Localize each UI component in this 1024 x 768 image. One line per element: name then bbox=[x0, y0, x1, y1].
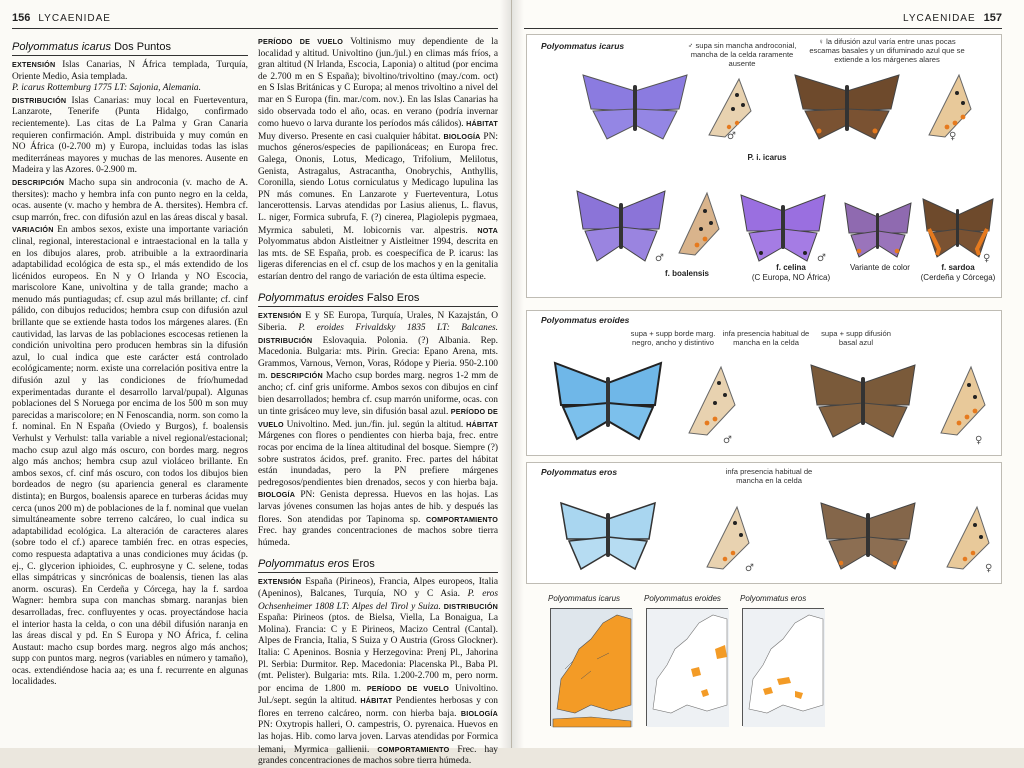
distribution-maps bbox=[526, 594, 1002, 734]
eroides-behaviour: Frec. hay grandes concentraciones de machos sobre tierra húmeda. bbox=[258, 526, 498, 548]
icarus-female-underside bbox=[919, 71, 975, 141]
eroides-female-underside bbox=[933, 363, 989, 439]
icarus-color-variant-female bbox=[841, 199, 915, 259]
eros-label-habitat: HÁBITAT bbox=[360, 696, 393, 706]
male-symbol-1: ♂ bbox=[727, 131, 736, 142]
species-title-eroides bbox=[258, 291, 498, 307]
icarus-latin-name: Polyommatus icarus bbox=[12, 41, 112, 53]
caption-boalensis bbox=[647, 269, 727, 279]
female-symbol-2: ♀ bbox=[983, 253, 991, 264]
right-head-rule bbox=[524, 28, 1002, 29]
note-eroides-b: infa presencia habitual de mancha en la celda bbox=[722, 329, 810, 347]
eros-flight: Univoltino. Jul./sept. según la altitud. bbox=[258, 683, 498, 707]
plate-icarus-label: Polyommatus icarus bbox=[541, 41, 625, 51]
female-symbol-3: ♀ bbox=[975, 435, 983, 446]
female-symbol-4: ♀ bbox=[985, 563, 993, 574]
eros-label-flight: PERÍODO DE VUELO bbox=[366, 683, 450, 693]
note-eros-a: infa presencia habitual de mancha en la celda bbox=[725, 467, 813, 485]
eroides-common-name: Falso Eros bbox=[366, 292, 420, 305]
label-biology: BIOLOGÍA bbox=[443, 131, 481, 141]
male-symbol-5: ♂ bbox=[745, 563, 754, 574]
eros-latin-name: Polyommatus eros bbox=[258, 558, 350, 571]
icarus-flight bbox=[258, 36, 498, 283]
eroides-distribution: Eslovaquia. Polonia. (?) Albania. Rep. Macedonia. Bulgaria: mts. Pirin. Grecia: Epano Arena, mts. Grammos, Varnous, Vernon, Voras, Ródope y Pieria. 950-2.100 m. bbox=[258, 335, 499, 382]
icarus-variation bbox=[12, 224, 248, 689]
right-page bbox=[512, 0, 1024, 748]
icarus-description bbox=[12, 177, 248, 224]
left-head-rule bbox=[12, 28, 498, 29]
left-page-number: 156 bbox=[12, 12, 31, 24]
form-boalensis: f. boalensis bbox=[664, 269, 709, 278]
icarus-boalensis-underside bbox=[671, 189, 723, 259]
eroides-label-description: DESCRIPCIÓN bbox=[270, 371, 323, 381]
eroides-extension: E y SE Europa, Turquía, Urales, N Kazajstán, O Siberia. bbox=[258, 311, 498, 334]
icarus-common-name: Dos Puntos bbox=[114, 41, 171, 53]
form-celina: f. celina bbox=[776, 263, 806, 272]
text-biology: PN: muchos géneros/especies de papilionáceas; en Europa frec. Galega, Ononis, Lotus, Medicago, Trifolium, Melilotus, Genista, Astragalus, Astracantha, Onobrychis, Anthyllis, Coronilla, siendo Lotus corniculatus y Medicago lupulina las PN más comunes. En Lanzarote y Fuerteventura, Lotus lancerottensis. Larvas atendidas por Lasius alienus, L. flavus, L. niger, Formica subrufa, F. (?) cinerea, Plagiolepis pygmaea, Myrmica sabuleti, M. lobicornis var. alpestris. bbox=[258, 131, 499, 236]
caption-celina bbox=[741, 263, 841, 283]
label-note: NOTA bbox=[477, 225, 498, 235]
note-eroides-a: supa + supp borde marg. negro, ancho y distintivo bbox=[630, 329, 716, 347]
eroides-female-upperside bbox=[805, 359, 921, 441]
eros-habitat: Pendientes herbosas y con flores en terreno calcáreo, norm. con hierba baja. bbox=[258, 696, 498, 719]
form-celina-sub: (C Europa, NO África) bbox=[751, 273, 831, 282]
map-icarus-graphic bbox=[551, 609, 633, 727]
eros-common-name: Eros bbox=[352, 558, 375, 571]
species-title-icarus bbox=[12, 40, 248, 56]
male-symbol-3: ♂ bbox=[817, 253, 826, 264]
map-eroides bbox=[646, 608, 728, 726]
right-family-name: LYCAENIDAE bbox=[903, 13, 976, 24]
form-sardoa: f. sardoa bbox=[941, 263, 975, 272]
eros-text bbox=[258, 576, 498, 768]
text-type: P. icarus Rottemburg 1775 LT: Sajonia, Alemania. bbox=[12, 83, 201, 94]
eros-biology: PN: Oxytropis halleri, O. campestris, O. pyrenaica. Huevos en las hojas. Hib. como larva joven. Larvas atendidas por Formica lemani, Myrmica gallienii. bbox=[258, 720, 498, 755]
caption-p-i-icarus bbox=[727, 153, 807, 163]
left-page bbox=[0, 0, 512, 767]
eroides-label-behaviour: COMPORTAMIENTO bbox=[425, 514, 498, 524]
map-eros-graphic bbox=[743, 609, 825, 727]
label-distribution: DISTRIBUCIÓN bbox=[12, 95, 67, 105]
note-eroides-c: supa + supp difusión basal azul bbox=[821, 329, 891, 347]
female-symbol-1: ♀ bbox=[949, 131, 957, 142]
icarus-celina-male bbox=[737, 189, 829, 265]
eros-behaviour: Frec. hay grandes concentraciones de machos sobre tierra húmeda. bbox=[258, 744, 498, 767]
left-column-1 bbox=[12, 38, 248, 689]
label-extension: EXTENSIÓN bbox=[12, 60, 56, 69]
left-running-head bbox=[12, 12, 111, 24]
eroides-male-underside bbox=[681, 363, 739, 439]
icarus-type bbox=[12, 83, 248, 95]
caption-color-variant: Variante de color bbox=[850, 263, 910, 272]
male-symbol-2: ♂ bbox=[655, 253, 664, 264]
eros-label-behaviour: COMPORTAMIENTO bbox=[377, 744, 450, 754]
right-running-head bbox=[903, 12, 1002, 24]
text-variation: En ambos sexos, existe una importante variación clinal, regional, interestacional e intraestacional en la talla y en los dibujos alares, prob. atribuible a la extraordinaria adaptabilidad ecológica de esta sp., el más extendido de los licénidos europeos. En N y O Irlanda y NO Escocia, mariscolore Kane, univoltina y de talla grande; macho a menudo más puntiagudas; cf. csup azul más brillante; cf. cinf pálido, con dibujos reducidos; hembra csup con difusión azul brillante que se extiende hasta todos los márgenes alares. (En cautividad, las larvas de las poblaciones escocesas retienen la condición univoltina pero producen hembras sin la difusión azul, lo cual indica que este carácter está controlado ecológicamente; norm. existe una correlación positiva entre la difusión azul y las condiciones de frío/humedad experimentadas durante el desarrollo larval/pupal). Algunas poblaciones del S Noruega por encima de los 500 m son muy parecidas a mariscolore; en N Fenoscandia, norm. son como la f. nominal. En N España (Oviedo y Burgos), f. boalensis Verhulst y Verhulst: talla variable a nivel regional/estacional; macho csup azul algo más oscuro, con bordes marg. negros algo más anchos; hembra csup azul violáceo brillante. En ambos sexos, cf. cinf más oscuro, con todos los dibujos bien bordeados de negro (su apariencia general es claramente distinta); en Burgos, boalensis aparece en turberas ácidas muy cerca (unos 200 m) de poblaciones de la f. nominal que vuelan simultáneamente sobre terreno calcáreo, lo cual indica su adaptabilidad ecológica. La alteración de caracteres alares (sobre todo el cf.) aparece también frec. en otras especies, como respuesta adaptativa a unas condiciones muy ácidas (p. ej., C. glycerion iphioides, C. euphrosyne y C. selene, todas ellas simpátricas y sincrónicas de boalensis, tienen las alas anorm. oscuras). En Cerdeña y Córcega, hay la f. sardoa Wagner: hembra supa con manchas sbmarg. naranjas bien desarrolladas, frec. confluyentes y ocas. proyectándose hacia el interior hasta la celda, o con una débil difusión naranja en las áreas discal y pd. En S Europa y NO África, f. celina Austaut: macho csup bordes marg. negros algo más anchos; supp con puntos marg. negros (variables en número y tamaño), ocas. extendiéndose hacia aa; es una f. recurrente en algunas localidades. bbox=[12, 225, 249, 688]
eroides-label-flight: PERÍODO DE VUELO bbox=[258, 407, 498, 429]
icarus-male-upperside bbox=[577, 69, 693, 143]
eros-extension: España (Pirineos), Francia, Alpes europeos, Italia (Apeninos), Balcanes, Turquía, NO y C Asia. bbox=[258, 577, 498, 599]
label-description: DESCRIPCIÓN bbox=[12, 177, 65, 187]
plate-icarus bbox=[526, 34, 1002, 298]
label-variation: VARIACIÓN bbox=[12, 225, 54, 235]
map-eros bbox=[742, 608, 824, 726]
eroides-text bbox=[258, 310, 498, 549]
icarus-distribution bbox=[12, 95, 248, 177]
map-title-eros: Polyommatus eros bbox=[740, 594, 807, 603]
eros-female-upperside bbox=[815, 497, 921, 573]
plate-eros-label: Polyommatus eros bbox=[541, 467, 618, 477]
form-icarus: P. i. icarus bbox=[747, 153, 787, 162]
map-title-eroides: Polyommatus eroides bbox=[644, 594, 721, 603]
right-page-number: 157 bbox=[983, 12, 1002, 24]
text-description: Macho supa sin androconia (v. macho de A. thersites): macho y hembra infa con punto negro en la celda, ocas. ausente (v. macho y hembra de A. thersites). Hembra cf. csup marrón, frec. con difusión azul en las áreas discal y basal. bbox=[12, 177, 248, 223]
eroides-male-upperside bbox=[549, 357, 667, 443]
left-column-2 bbox=[258, 36, 498, 768]
eroides-label-distribution: DISTRIBUCIÓN bbox=[258, 335, 313, 345]
plate-eroides bbox=[526, 310, 1002, 456]
eroides-biology: PN: Genista depressa. Huevos en las hojas. Las larvas jóvenes consumen las hojas antes de hib. y después las flores. Son atendidas por Tapinoma sp. bbox=[258, 490, 499, 525]
caption-sardoa bbox=[915, 263, 1001, 283]
eros-type: P. eros Ochsenheimer 1808 LT: Alpes del Tirol y Suiza. bbox=[258, 588, 498, 612]
plate-eroides-label: Polyommatus eroides bbox=[541, 315, 630, 325]
eroides-label-extension: EXTENSIÓN bbox=[258, 311, 302, 321]
eroides-type: P. eroides Frivaldsky 1835 LT: Balcanes. bbox=[298, 323, 498, 334]
icarus-extension bbox=[12, 59, 248, 83]
text-flight: Voltinismo muy dependiente de la localidad y altitud. Univoltino (jun./jul.) en climas más fríos, a gran altitud (N Irlanda, Escocia, Laponia) o altitud (por encima de 2.700 m en S España); bivoltino/trivoltino (may./com. oct) en S Islas Británicas y C Europa; al menos trivoltino a nivel del mar en S Europa (fin. mar./com. nov.). En las Islas Canarias ha sido observada todo el año, ocas. en verano (podría invernar como huevo o larva durante los períodos más cálidos). bbox=[258, 37, 498, 130]
note-icarus-male: ♂ supa sin mancha androconial, mancha de la celda raramente ausente bbox=[687, 41, 797, 68]
text-note: Polyommatus abdon Aistleitner y Aistleitner 1994, descrita en las mts. de SE España, prob. es coespecífica de P. icarus: las ligeras diferencias en el cf. csup de los machos y en la genitalia estarían dentro del rango de variación de esta última especie. bbox=[258, 237, 498, 282]
eroides-label-biology: BIOLOGÍA bbox=[258, 490, 296, 500]
map-eroides-graphic bbox=[647, 609, 729, 727]
eroides-latin-name: Polyommatus eroides bbox=[258, 292, 364, 305]
text-distribution: Islas Canarias: muy local en Fuerteventura, Lanzarote, Tenerife (Punta Hidalgo, confirmado recientemente). Las citas de La Palma y Gran Canaria requieren confirmación. Ampl. distribuida y muy común en NO África (0-2.700 m) y Europa, incluidas todas las islas mediterráneas mayores y muchas de las menores. Ausente en Madeira y las Azores. 0-2.900 m. bbox=[12, 95, 249, 176]
note-icarus-female: ♀ la difusión azul varía entre unas pocas escamas basales y un difuminado azul que se extiende a los márgenes alares bbox=[809, 37, 965, 64]
form-sardoa-sub: (Cerdeña y Córcega) bbox=[920, 273, 996, 282]
eros-label-extension: EXTENSIÓN bbox=[258, 577, 302, 587]
male-symbol-4: ♂ bbox=[723, 435, 732, 446]
species-title-eros bbox=[258, 557, 498, 573]
eros-male-upperside bbox=[555, 497, 661, 573]
text-habitat: Muy diverso. Presente en casi cualquier hábitat. bbox=[258, 131, 441, 142]
text-extension: Islas Canarias, N África templada, Turquía, Oriente Medio, Asia templada. bbox=[12, 60, 249, 82]
eros-label-biology: BIOLOGÍA bbox=[460, 708, 498, 718]
map-icarus bbox=[550, 608, 632, 726]
eroides-label-habitat: HÁBITAT bbox=[466, 419, 498, 429]
left-family-name: LYCAENIDAE bbox=[38, 13, 111, 24]
map-title-icarus: Polyommatus icarus bbox=[548, 594, 621, 603]
label-habitat: HÁBITAT bbox=[466, 119, 498, 129]
icarus-female-upperside bbox=[789, 69, 905, 143]
eros-label-distribution: DISTRIBUCIÓN bbox=[443, 601, 498, 611]
eroides-description: Macho csup bordes marg. negros 1-2 mm de ancho; cf. cinf gris uniforme. Ambos sexos con dibujos en cinf bien desarrollados; hembra cf. csup marrón uniforme, ocas. con un tinte grisáceo muy leve, sin difusión basal azul. bbox=[258, 371, 499, 418]
eroides-flight: Univoltino. Med. jun./fin. jul. según la altitud. bbox=[286, 419, 464, 430]
eros-distribution: España: Pirineos (ptos. de Bielsa, Viella, La Bonaigua, La Molina). Francia: C y E Pirineos, Macizo Central (Cantal). Alpes de Francia, Italia, S Suiza y O Austria (Gross Glockner). Italia: C Apeninos. Bosnia y Herzegovina: Prenj Pl., Jahorina Pl. Serbia: Durmitor. Rep. Macedonia: Placenska Pl., Baba Pl. (mt. Pelister). Bulgaria: mts. Rila. 1.200-2.700 m, pero norm. por encima de 1.800 m. bbox=[258, 613, 498, 694]
icarus-sardoa-female bbox=[919, 195, 997, 259]
plate-eros bbox=[526, 462, 1002, 584]
eroides-habitat: Márgenes con flores o pendientes con hierba baja, frec. entre rocas por encima de la línea altitudinal del bosque. Siempre (?) sobre sustratos ácidos, pref. granito. Frec. partes del hábitat están inundadas, pero la PN prefiere márgenes pedregosos/pendientes bien drenados, secos y con hierba baja. bbox=[258, 431, 498, 488]
label-flight: PERÍODO DE VUELO bbox=[258, 37, 344, 46]
